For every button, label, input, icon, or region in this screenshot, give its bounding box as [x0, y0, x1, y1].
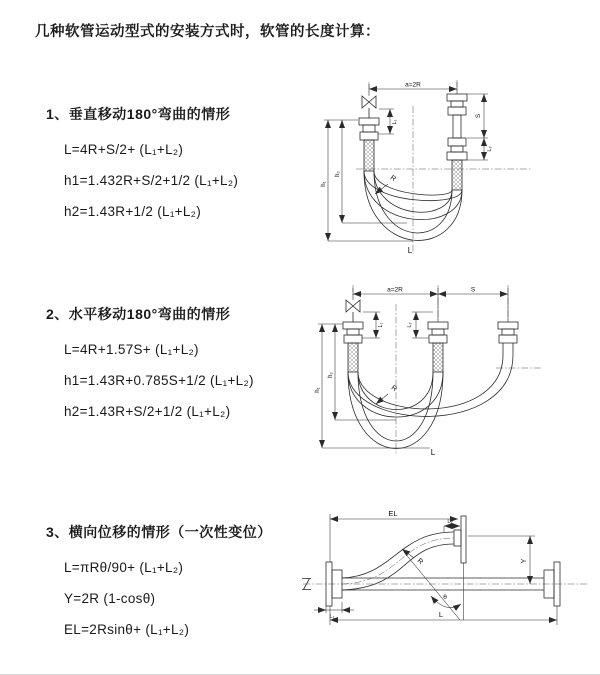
- diagram-lateral-displacement: [298, 506, 593, 648]
- hose-fitting: [432, 329, 444, 335]
- dim-label-y: Y: [521, 558, 528, 564]
- formula-line: EL=2Rsinθ+ (L₁+L₂): [64, 622, 190, 637]
- section-2-heading: 2、水平移动180°弯曲的情形: [46, 306, 231, 322]
- hose-fitting: [428, 322, 448, 329]
- extension-line: [324, 120, 413, 241]
- hose-curve: [358, 372, 433, 441]
- hose-fitting: [363, 125, 375, 132]
- dim-label-h2: h₂: [335, 171, 341, 177]
- flange: [461, 516, 466, 563]
- hose-fitting: [498, 322, 518, 329]
- hose-fitting: [447, 94, 467, 101]
- diagram-vertical-180-bend: [312, 76, 582, 258]
- dim-label-h1: h₁: [315, 387, 321, 393]
- dim-label-h1: h₁: [321, 181, 327, 187]
- dim-label-span: a=2R: [387, 286, 403, 294]
- section-1-heading: 1、垂直移动180°弯曲的情形: [46, 106, 231, 122]
- hose-fitting: [447, 152, 467, 160]
- dim-label-l2-top: L₂: [447, 519, 453, 525]
- hose-curve: [348, 372, 443, 449]
- formula-line: L=4R+S/2+ (L₁+L₂): [64, 142, 184, 157]
- dim-label-l: L: [430, 448, 436, 456]
- hose-curve: [348, 372, 443, 417]
- braided-hose-section: [433, 343, 443, 372]
- dim-label-l2: L₂: [487, 146, 493, 152]
- braided-hose-section: [452, 160, 462, 190]
- hose-curve: [342, 532, 454, 578]
- flange-hub: [454, 530, 461, 546]
- construction-line: [404, 552, 460, 620]
- formula-line: h1=1.43R+0.785S+1/2 (L₁+L₂): [64, 373, 254, 388]
- dim-label-l1: L₁: [392, 119, 398, 125]
- formula-line: h2=1.43R+1/2 (L₁+L₂): [64, 204, 202, 219]
- hose-centerline: [342, 538, 454, 584]
- dim-label-l2: L₂: [407, 322, 413, 328]
- dim-label-r: R: [389, 384, 398, 394]
- section-2: [46, 300, 254, 427]
- hose-fitting: [451, 146, 463, 152]
- dim-label-r: R: [388, 174, 397, 184]
- dim-label-theta: θ: [443, 594, 447, 601]
- page-title: 几种软管运动型式的安装方式时，软管的长度计算：: [35, 24, 380, 40]
- hose-fitting: [344, 335, 362, 343]
- extension-line: [330, 606, 557, 625]
- hose-fitting: [359, 118, 379, 125]
- hose-curve: [348, 355, 513, 416]
- dim-label-l1: L₁: [378, 322, 384, 328]
- extension-line: [412, 312, 433, 338]
- pipe: [503, 343, 513, 355]
- dim-label-r: R: [415, 557, 425, 567]
- valve-icon: [346, 300, 360, 312]
- hose-fitting: [499, 335, 517, 343]
- section-3-heading: 3、横向位移的情形（一次性变位）: [46, 524, 272, 540]
- formula-line: h2=1.43R+S/2+1/2 (L₁+L₂): [64, 404, 231, 419]
- formula-line: L=4R+1.57S+ (L₁+L₂): [64, 342, 199, 357]
- hose-fitting: [502, 329, 514, 335]
- section-3: [46, 518, 272, 645]
- hose-fitting: [448, 107, 466, 115]
- formula-line: Y=2R (1-cosθ): [64, 591, 156, 606]
- dim-label-l: L: [438, 610, 444, 619]
- hose-fitting: [360, 132, 378, 140]
- formula-line: h1=1.432R+S/2+1/2 (L₁+L₂): [64, 173, 239, 188]
- extension-line: [467, 94, 488, 160]
- dim-label-s: S: [475, 113, 482, 119]
- section-1: [46, 100, 238, 227]
- hose-curve: [364, 171, 462, 240]
- hose-fitting: [429, 335, 447, 343]
- dim-label-s: S: [470, 286, 476, 294]
- extension-line: [326, 602, 342, 613]
- dim-label-l1-bottom: L₁: [329, 614, 335, 620]
- hose-fitting: [448, 138, 466, 146]
- dim-label-h2: h₂: [328, 372, 334, 378]
- dim-label-l: L: [407, 246, 413, 255]
- hose-fitting: [347, 329, 359, 335]
- diagram-horizontal-180-bend: [308, 280, 593, 456]
- dim-label-el: EL: [388, 509, 398, 518]
- hose-fitting: [343, 322, 363, 329]
- dim-label-span: a=2R: [405, 81, 421, 89]
- valve-icon: [362, 96, 376, 108]
- hose-fitting: [451, 101, 463, 107]
- hose-curve: [342, 544, 454, 590]
- braided-hose-section: [348, 343, 358, 372]
- formula-line: L=πRθ/90+ (L₁+L₂): [64, 560, 184, 575]
- pipe: [453, 115, 461, 138]
- braided-hose-section: [364, 140, 374, 171]
